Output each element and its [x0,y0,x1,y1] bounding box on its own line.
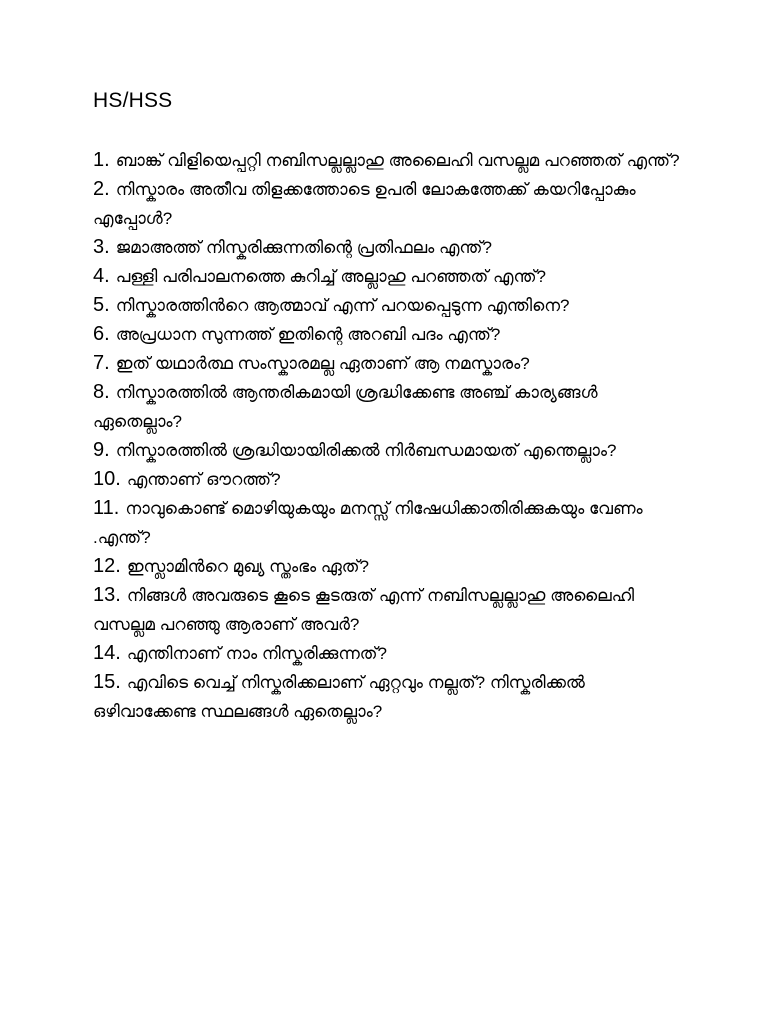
question-text: എന്താണ് ഔറത്ത്? [126,470,281,489]
question-number: 2. [93,178,110,200]
question-item [93,639,683,668]
question-item [93,291,683,320]
question-item [93,175,683,233]
question-list [93,146,683,726]
question-number: 11. [93,497,120,519]
question-item [93,320,683,349]
question-text: നാവുകൊണ്ട് മൊഴിയുകയും മനസ്സ് നിഷേധിക്കാതിരിക്കുകയും വേണം .എന്ത്? [93,499,643,547]
question-text: ഇത് യഥാർത്ഥ സംസ്കാരമല്ല ഏതാണ് ആ നമസ്കാരം? [115,354,530,373]
question-item [93,349,683,378]
question-number: 3. [93,236,110,258]
question-text: നിസ്കാരത്തിൻറെ ആത്മാവ് എന്ന് പറയപ്പെടുന്ന എന്തിനെ? [115,296,570,315]
question-text: ജമാഅത്ത് നിസ്കരിക്കുന്നതിന്റെ പ്രതിഫലം എന്ത്? [115,238,492,257]
question-number: 10. [93,468,121,490]
question-text: എന്തിനാണ് നാം നിസ്കരിക്കുന്നത്? [126,644,387,663]
question-item [93,581,683,639]
question-number: 7. [93,352,110,374]
question-number: 6. [93,323,110,345]
question-number: 9. [93,439,110,461]
question-number: 14. [93,642,121,664]
question-text: നിസ്കാരത്തിൽ ശ്രദ്ധിയായിരിക്കൽ നിർബന്ധമായത് എന്തെല്ലാം? [115,441,617,460]
question-item [93,146,683,175]
question-text: പള്ളി പരിപാലനത്തെ കുറിച്ച് അല്ലാഹു പറഞ്ഞത് എന്ത്? [115,267,546,286]
question-number: 5. [93,294,110,316]
question-number: 4. [93,265,110,287]
question-number: 12. [93,555,121,577]
question-text: എവിടെ വെച്ച് നിസ്കരിക്കലാണ് ഏറ്റവും നല്ലത്? നിസ്കരിക്കൽ ഒഴിവാക്കേണ്ട സ്ഥലങ്ങൾ ഏതെല്ലാം? [93,673,585,721]
question-number: 8. [93,381,110,403]
question-text: ഇസ്ലാമിൻറെ മുഖ്യ സ്തംഭം ഏത്? [126,557,370,576]
question-item [93,378,683,436]
document-heading: HS/HSS [93,89,173,112]
question-text: നിസ്കാരത്തിൽ ആന്തരികമായി ശ്രദ്ധിക്കേണ്ട അഞ്ച് കാര്യങ്ങൾ ഏതെല്ലാം? [93,383,598,431]
question-number: 1. [93,149,110,171]
question-text: അപ്രധാന സുന്നത്ത് ഇതിന്റെ അറബി പദം എന്ത്? [115,325,501,344]
question-number: 13. [93,584,121,606]
question-item [93,552,683,581]
question-item [93,494,683,552]
question-text: ബാങ്ക് വിളിയെപ്പറ്റി നബിസല്ലല്ലാഹു അലൈഹി വസല്ലമ പറഞ്ഞത് എന്ത്? [115,151,680,170]
question-item [93,436,683,465]
question-text: നിങ്ങൾ അവരുടെ കൂടെ കൂടരുത് എന്ന് നബിസല്ലല്ലാഹു അലൈഹി വസല്ലമ പറഞ്ഞു ആരാണ് അവർ? [93,586,635,634]
question-item [93,262,683,291]
question-text: നിസ്കാരം അതീവ തിളക്കത്തോടെ ഉപരി ലോകത്തേക്ക് കയറിപ്പോകും എപ്പോൾ? [93,180,636,228]
question-item [93,465,683,494]
question-item [93,233,683,262]
question-item [93,668,683,726]
question-number: 15. [93,671,121,693]
